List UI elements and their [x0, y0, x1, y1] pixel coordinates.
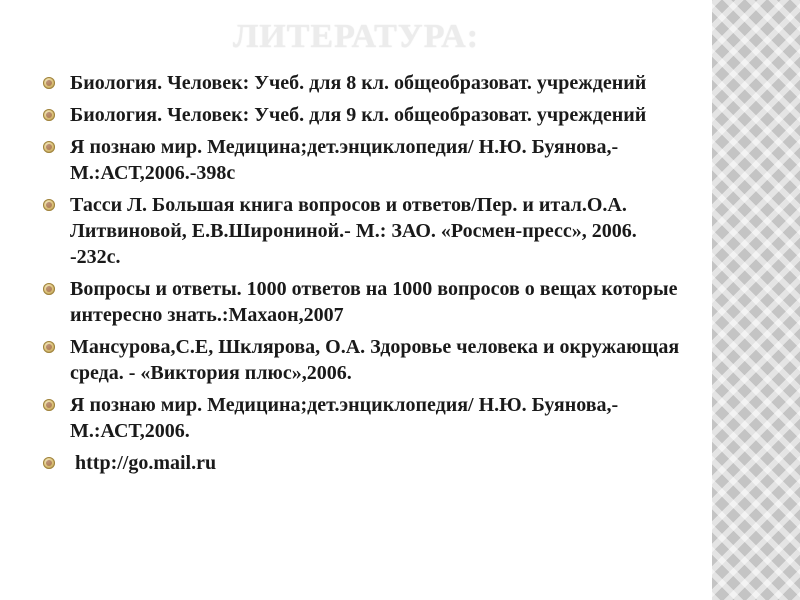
reference-item — [40, 392, 680, 444]
reference-text: Вопросы и ответы. 1000 ответов на 1000 вопросов о вещах которые интересно знать.:Махаон,2007 — [70, 278, 678, 326]
bullet-icon — [43, 199, 55, 211]
reference-text: Я познаю мир. Медицина;дет.энциклопедия/ Н.Ю. Буянова,-М.:АСТ,2006. — [70, 394, 619, 442]
side-divider — [704, 0, 712, 600]
reference-list — [40, 70, 680, 482]
bullet-icon — [43, 141, 55, 153]
slide-title: ЛИТЕРАТУРА: — [232, 18, 480, 55]
bullet-icon — [43, 341, 55, 353]
reference-item — [40, 70, 680, 96]
reference-item — [40, 192, 680, 270]
reference-item[interactable] — [40, 450, 680, 476]
bullet-icon — [43, 283, 55, 295]
reference-text: Биология. Человек: Учеб. для 8 кл. общеобразоват. учреждений — [70, 72, 647, 94]
reference-item — [40, 276, 680, 328]
reference-text: Я познаю мир. Медицина;дет.энциклопедия/ Н.Ю. Буянова,-М.:АСТ,2006.-398с — [70, 136, 619, 184]
bullet-icon — [43, 77, 55, 89]
bullet-icon — [43, 109, 55, 121]
reference-text: Мансурова,С.Е, Шклярова, О.А. Здоровье человека и окружающая среда. - «Виктория плюс»,2006. — [70, 336, 680, 384]
reference-item — [40, 134, 680, 186]
bullet-icon — [43, 457, 55, 469]
reference-text: Биология. Человек: Учеб. для 9 кл. общеобразоват. учреждений — [70, 104, 647, 126]
reference-link[interactable]: http://go.mail.ru — [70, 452, 217, 474]
reference-text: Тасси Л. Большая книга вопросов и ответов/Пер. и итал.О.А. Литвиновой, Е.В.Широниной.- М.: ЗАО. «Росмен-пресс», 2006. -232с. — [70, 194, 637, 268]
reference-item — [40, 334, 680, 386]
decorative-side-panel — [712, 0, 800, 600]
reference-item — [40, 102, 680, 128]
bullet-icon — [43, 399, 55, 411]
